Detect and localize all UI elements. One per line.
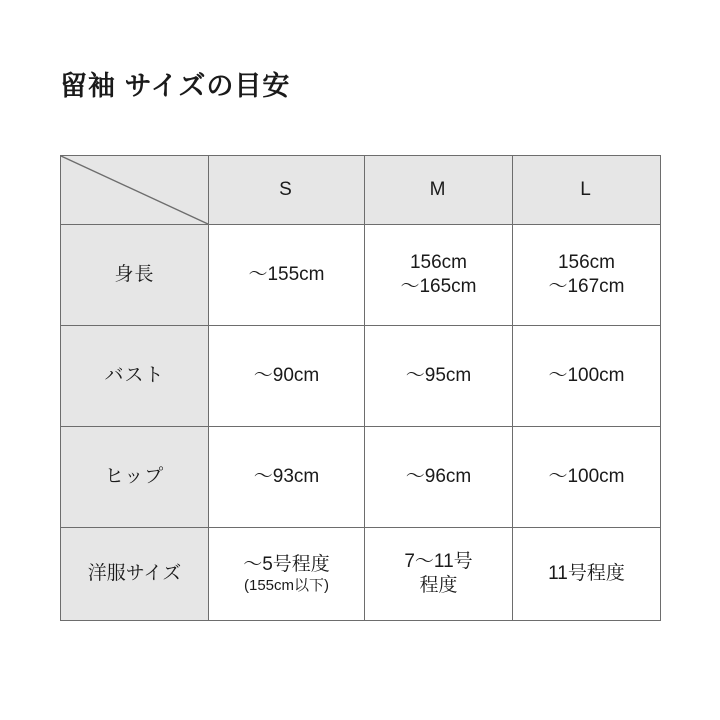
column-header-s: S: [209, 156, 365, 225]
cell-line: 〜100cm: [548, 466, 625, 488]
row-label-height: 身長: [61, 225, 209, 326]
cell-line: 〜100cm: [548, 365, 625, 387]
cell-bust-m: [365, 326, 513, 427]
cell-height-l: [513, 225, 661, 326]
cell-height-m: [365, 225, 513, 326]
diagonal-line-icon: [61, 156, 208, 224]
page-title: 留袖 サイズの目安: [60, 71, 291, 101]
cell-line: 〜167cm: [548, 276, 625, 297]
cell-line: 156cm: [557, 252, 616, 274]
cell-clothing-size-s: [209, 528, 365, 621]
table-row: [61, 225, 661, 326]
table-header-row: [61, 156, 661, 225]
column-header-m: M: [365, 156, 513, 225]
cell-line: 〜5号程度: [243, 553, 330, 575]
cell-clothing-size-m: [365, 528, 513, 621]
row-label-clothing-size: 洋服サイズ: [61, 528, 209, 621]
cell-clothing-size-l: [513, 528, 661, 621]
cell-hip-m: [365, 427, 513, 528]
table-row: [61, 528, 661, 621]
row-label-bust: バスト: [61, 326, 209, 427]
cell-line: 〜155cm: [248, 264, 325, 286]
column-header-l: L: [513, 156, 661, 225]
cell-height-s: [209, 225, 365, 326]
cell-line: 〜96cm: [405, 466, 472, 488]
cell-line: 程度: [419, 575, 458, 596]
cell-subtext: (155cm以下): [243, 576, 329, 594]
cell-line: 7〜11号: [404, 551, 473, 573]
cell-line: 〜95cm: [405, 365, 472, 387]
row-label-hip: ヒップ: [61, 427, 209, 528]
table-row: [61, 427, 661, 528]
table-row: [61, 326, 661, 427]
cell-bust-s: [209, 326, 365, 427]
cell-line: 156cm: [409, 252, 468, 274]
cell-hip-l: [513, 427, 661, 528]
cell-line: 11号程度: [548, 563, 625, 585]
size-table-container: [60, 155, 660, 621]
cell-hip-s: [209, 427, 365, 528]
cell-line: 〜93cm: [253, 466, 320, 488]
size-table: [60, 155, 661, 621]
cell-bust-l: [513, 326, 661, 427]
corner-diagonal-cell: [61, 156, 209, 225]
cell-line: 〜90cm: [253, 365, 320, 387]
cell-line: 〜165cm: [400, 276, 477, 297]
